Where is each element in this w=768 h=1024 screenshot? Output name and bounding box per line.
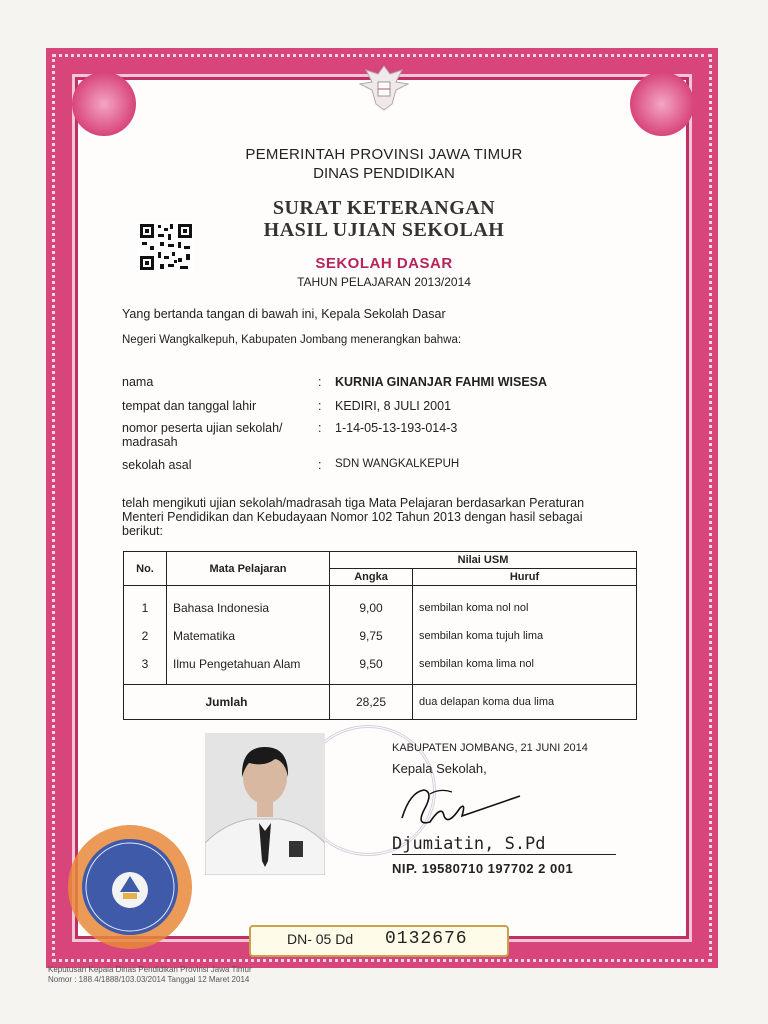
field-label-birth: tempat dan tanggal lahir [122, 399, 257, 413]
intro-line-2: Negeri Wangkalkepuh, Kabupaten Jombang menerangkan bahwa: [122, 334, 462, 346]
department-heading: DINAS PENDIDIKAN [313, 165, 455, 182]
field-colon: : [318, 458, 322, 472]
handwritten-signature [390, 782, 540, 832]
row-number: 9,00 [330, 586, 413, 623]
signatory-name: Djumiatin, S.Pd [392, 834, 616, 855]
grades-table [123, 551, 637, 720]
header-words: Huruf [413, 569, 637, 586]
garuda-emblem-icon [352, 60, 416, 116]
field-colon: : [318, 375, 322, 389]
total-label: Jumlah [124, 685, 330, 720]
table-row [124, 586, 637, 623]
row-no: 3 [124, 650, 167, 685]
row-subject: Bahasa Indonesia [167, 586, 330, 623]
field-label-exam-number-2: madrasah [122, 435, 178, 449]
intro-line-1: Yang bertanda tangan di bawah ini, Kepala Sekolah Dasar [122, 307, 446, 321]
row-words: sembilan koma lima nol [413, 650, 637, 685]
document-title-line1: SURAT KETERANGAN [272, 197, 496, 219]
signature-role: Kepala Sekolah, [392, 761, 487, 776]
field-label-exam-number: nomor peserta ujian sekolah/ [122, 421, 283, 435]
header-no: No. [124, 552, 167, 586]
serial-prefix: DN- 05 Dd [287, 931, 354, 947]
header-score-group: Nilai USM [330, 552, 637, 569]
table-row [124, 622, 637, 650]
header-subject: Mata Pelajaran [167, 552, 330, 586]
academic-year: TAHUN PELAJARAN 2013/2014 [297, 275, 471, 289]
table-row [124, 650, 637, 685]
row-number: 9,50 [330, 650, 413, 685]
signature-place-date: KABUPATEN JOMBANG, 21 JUNI 2014 [392, 742, 588, 754]
footer-decree: Keputusan Kepala Dinas Pendidikan Provinsi Jawa Timur [48, 965, 252, 974]
field-value-school: SDN WANGKALKEPUH [335, 458, 460, 470]
row-no: 2 [124, 622, 167, 650]
row-number: 9,75 [330, 622, 413, 650]
statement-line-1: telah mengikuti ujian sekolah/madrasah tiga Mata Pelajaran berdasarkan Peraturan [122, 496, 585, 510]
school-level: SEKOLAH DASAR [315, 255, 453, 272]
corner-ornament-top-left [72, 72, 136, 136]
row-no: 1 [124, 586, 167, 623]
serial-number-box [249, 925, 509, 957]
header-number: Angka [330, 569, 413, 586]
field-value-exam-number: 1-14-05-13-193-014-3 [335, 421, 458, 435]
government-heading: PEMERINTAH PROVINSI JAWA TIMUR [245, 146, 523, 163]
total-number: 28,25 [330, 685, 413, 720]
corner-ornament-top-right [630, 72, 694, 136]
serial-number: 0132676 [385, 929, 468, 949]
row-words: sembilan koma tujuh lima [413, 622, 637, 650]
total-words: dua delapan koma dua lima [413, 685, 637, 720]
student-photo [205, 733, 325, 875]
row-subject: Ilmu Pengetahuan Alam [167, 650, 330, 685]
statement-line-3: berikut: [122, 524, 163, 538]
field-value-name: KURNIA GINANJAR FAHMI WISESA [335, 375, 548, 389]
field-colon: : [318, 421, 322, 435]
field-colon: : [318, 399, 322, 413]
footer-decree-number: Nomor : 188.4/1888/103.03/2014 Tanggal 12 Maret 2014 [48, 975, 250, 984]
education-seal-icon [63, 820, 198, 950]
total-row [124, 685, 637, 720]
statement-line-2: Menteri Pendidikan dan Kebudayaan Nomor 102 Tahun 2013 dengan hasil sebagai [122, 510, 583, 524]
document-title-line2: HASIL UJIAN SEKOLAH [263, 219, 505, 241]
row-subject: Matematika [167, 622, 330, 650]
field-value-birth: KEDIRI, 8 JULI 2001 [335, 399, 452, 413]
field-label-school: sekolah asal [122, 458, 192, 472]
row-words: sembilan koma nol nol [413, 586, 637, 623]
signatory-nip: NIP. 19580710 197702 2 001 [392, 861, 574, 876]
field-label-name: nama [122, 375, 154, 389]
